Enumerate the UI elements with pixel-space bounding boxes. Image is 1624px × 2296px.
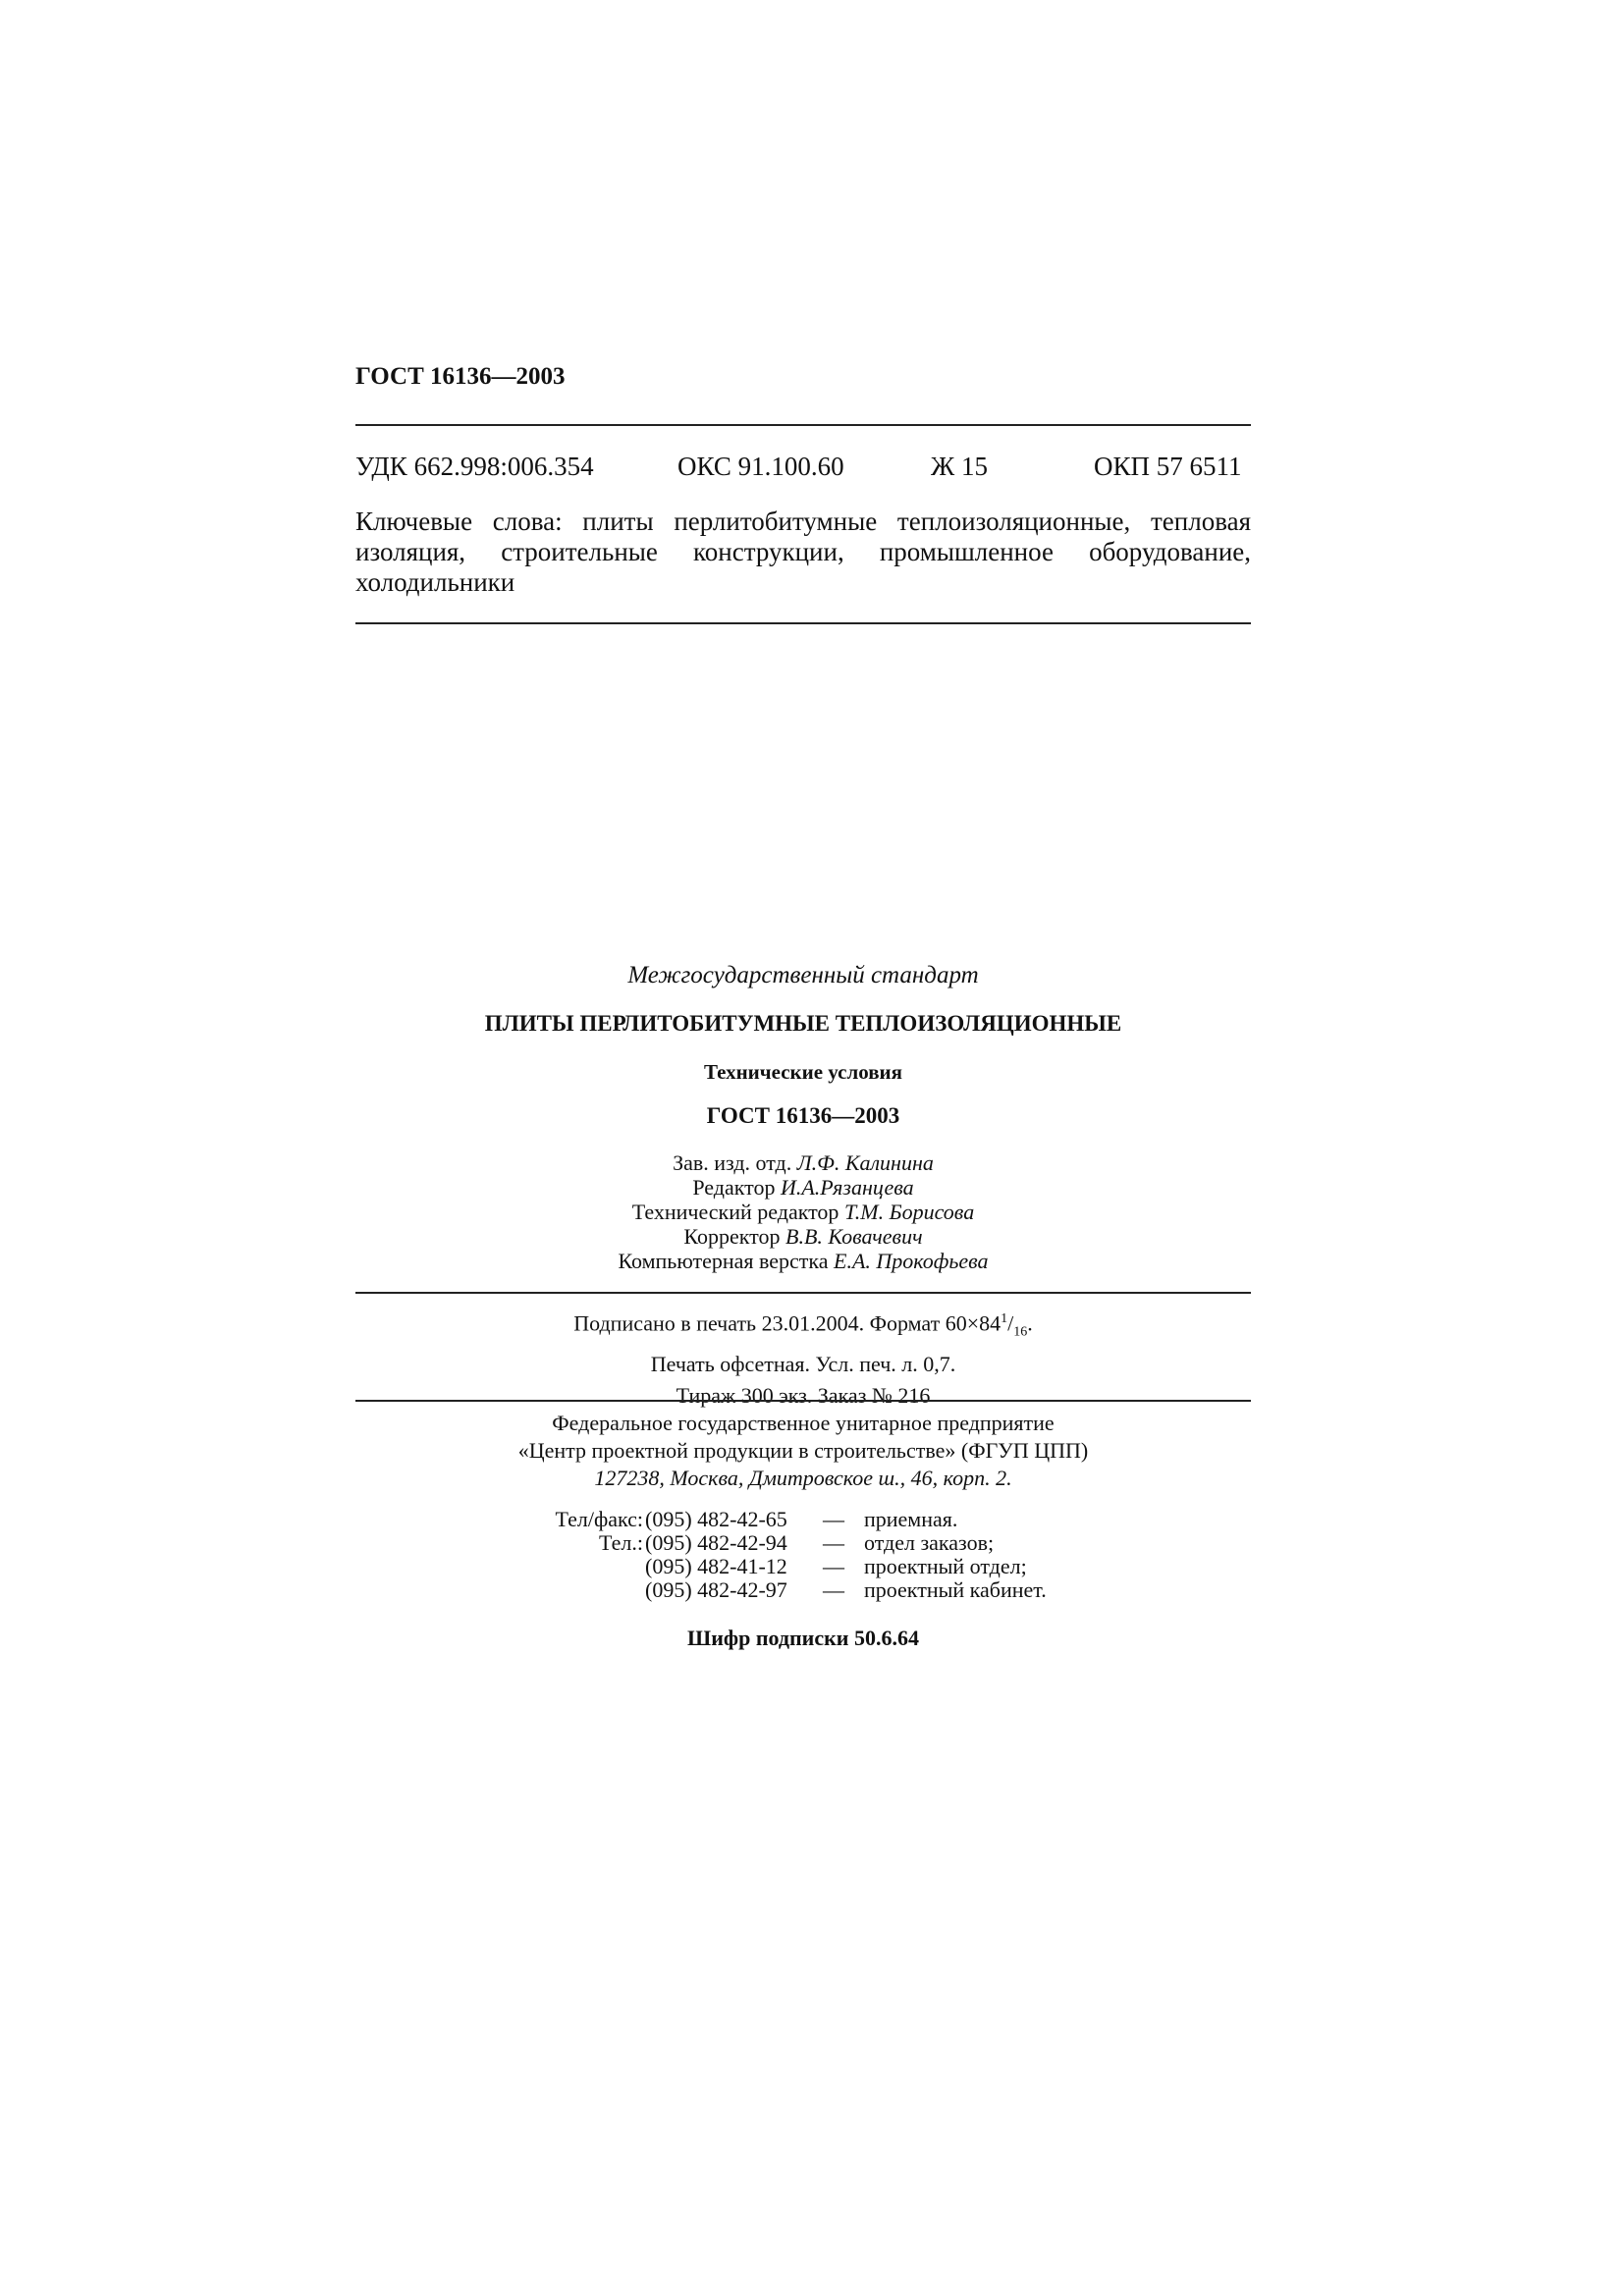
print-signed-line: Подписано в печать 23.01.2004. Формат $60\times 84^1/_{16}$. (573, 1310, 1033, 1340)
credit-line: Редактор И.А.Рязанцева (692, 1175, 914, 1200)
publisher-block (355, 1410, 1251, 1492)
print-info (355, 1304, 1251, 1412)
zh-code: Ж 15 (931, 452, 988, 481)
credit-line: Зав. изд. отд. Л.Ф. Калинина (673, 1150, 934, 1175)
publisher-line: Федеральное государственное унитарное предприятие (552, 1411, 1055, 1435)
credit-line: Компьютерная верстка Е.А. Прокофьева (618, 1249, 989, 1273)
udk-code: УДК 662.998:006.354 (355, 452, 594, 481)
page-header-code: ГОСТ 16136—2003 (355, 363, 566, 390)
credit-line: Технический редактор Т.М. Борисова (631, 1200, 975, 1224)
print-method-line: Печать офсетная. Усл. печ. л. 0,7. (650, 1351, 956, 1376)
document-page: ГОСТ 16136—2003 УДК 662.998:006.354 ОКС 91.100.60 Ж 15 ОКП 57 6511 Ключевые слова: плиты перлитобитумные теплоизоляционные, тепловая изоляция, строительные конструкции, промышленное оборудование, холодильники Межгосударственный стандарт ПЛИТЫ ПЕРЛИТОБИТУМНЫЕ ТЕПЛОИЗОЛЯЦИОННЫЕ Технические условия ГОСТ 16136—2003 Зав. изд. отд. Л.Ф. Калинина Редактор И.А.Рязанцева Технический редактор Т.М. Борисова Корректор В.В. Ковачевич Компьютерная верстка Е.А. Прокофьева Подписано в печать 23.01.2004. Формат $60\times 84^1/_{16}$. Печать офсетная. Усл. печ. л. 0,7. Тираж 300 экз. Заказ № 216 Федеральное государственное унитарное предприятие «Центр проектной продукции в строительстве» (ФГУП ЦПП) 127238, Москва, Дмитровское ш., 46, корп. 2. Тел/факс: (095) 482-42-65 — приемная. Тел.: (095) 482-42-94 — отдел заказов; (095) 482-41-12 — проектный отдел; (095) 482-42-97 — проектный кабинет. Шифр подписки 50.6.64 (355, 363, 1251, 1650)
standard-subtitle: Технические условия (703, 1060, 903, 1084)
oks-code: ОКС 91.100.60 (677, 452, 844, 481)
publisher-address: 127238, Москва, Дмитровское ш., 46, корп. 2. (594, 1466, 1012, 1490)
standard-code: ГОСТ 16136—2003 (706, 1103, 900, 1128)
divider (355, 1400, 1251, 1402)
subscription-code: Шифр подписки 50.6.64 (687, 1626, 919, 1650)
standard-category: Межгосударственный стандарт (627, 962, 979, 988)
credits-block (355, 1150, 1251, 1273)
divider (355, 1292, 1251, 1294)
credit-line: Корректор В.В. Ковачевич (683, 1224, 923, 1249)
standard-title: ПЛИТЫ ПЕРЛИТОБИТУМНЫЕ ТЕПЛОИЗОЛЯЦИОННЫЕ (484, 1011, 1122, 1036)
divider (355, 622, 1251, 624)
print-run-line: Тираж 300 экз. Заказ № 216 (676, 1382, 931, 1408)
keywords: Ключевые слова: плиты перлитобитумные теплоизоляционные, тепловая изоляция, строительные конструкции, промышленное оборудование, холодильники (355, 507, 1251, 597)
classification-row (355, 452, 1251, 483)
publisher-line: «Центр проектной продукции в строительстве» (ФГУП ЦПП) (517, 1438, 1089, 1463)
okp-code: ОКП 57 6511 (1094, 452, 1242, 481)
divider (355, 424, 1251, 426)
